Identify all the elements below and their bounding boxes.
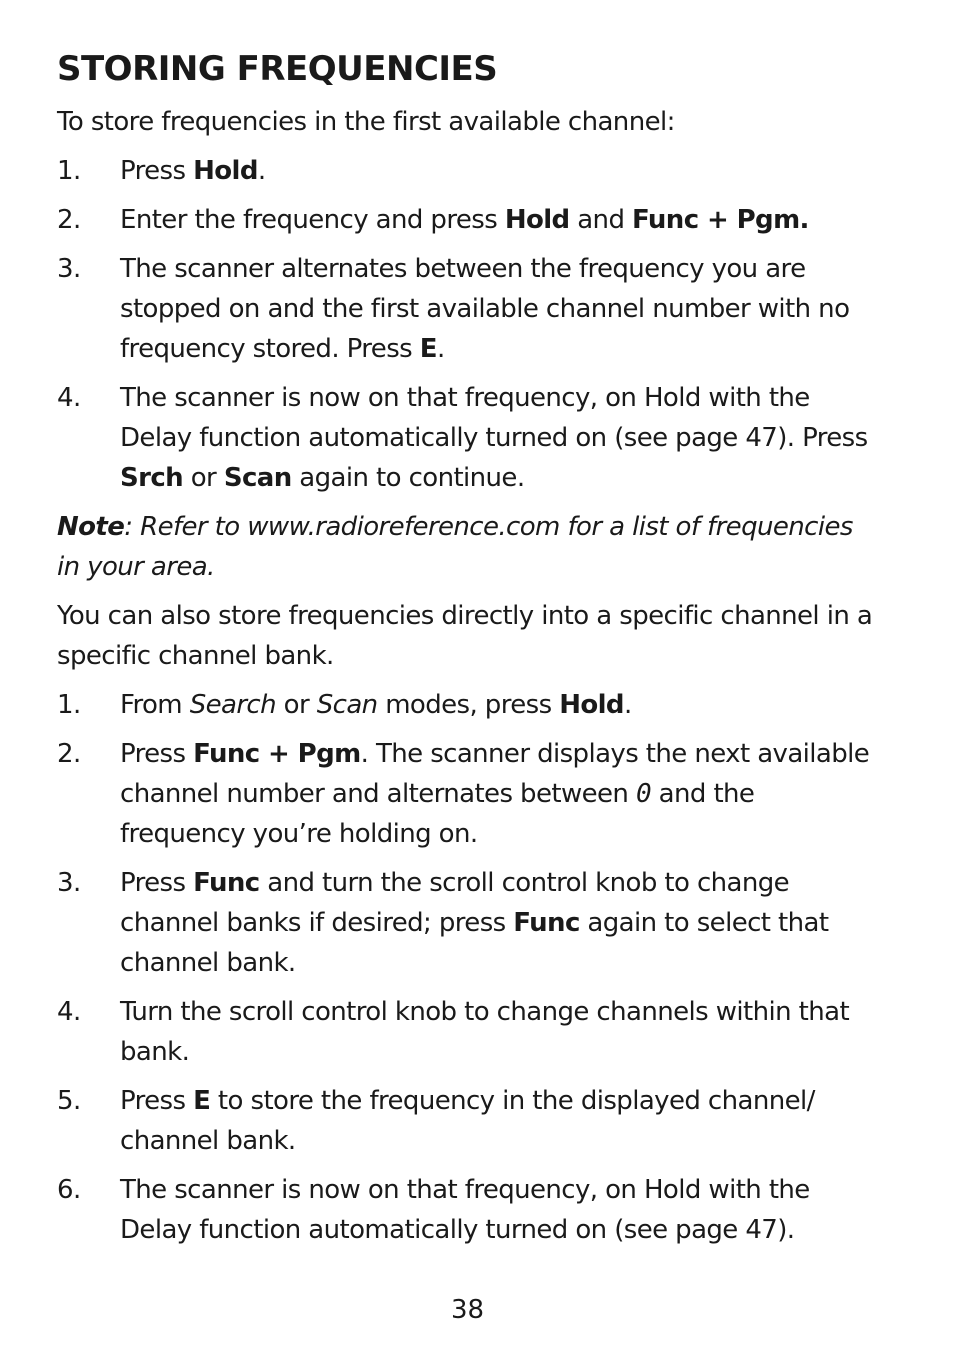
list-item: 4. The scanner is now on that frequency, on Hold with the Delay function automatically turned on (see page 47). Press Srch or Scan again to continue. (57, 378, 877, 498)
list-item: 6. The scanner is now on that frequency, on Hold with the Delay function automatically turned on (see page 47). (57, 1170, 877, 1250)
list-item: 4. Turn the scroll control knob to change channels within that bank. (57, 992, 877, 1072)
step-number: 3. (57, 254, 81, 284)
note-label: Note (57, 512, 125, 542)
step-number: 3. (57, 868, 81, 898)
list-item: 3. Press Func and turn the scroll control knob to change channel banks if desired; press Func again to select that channel bank. (57, 863, 877, 983)
step-number: 1. (57, 156, 81, 186)
step-number: 2. (57, 739, 81, 769)
page-number: 38 (450, 1295, 485, 1325)
list-item: 1. Press Hold. (57, 151, 877, 191)
list-item: 3. The scanner alternates between the frequency you are stopped on and the first available channel number with no frequency stored. Press E. (57, 249, 877, 369)
list-item: 1. From Search or Scan modes, press Hold. (57, 685, 877, 725)
specific-channel-steps (57, 685, 877, 1250)
section-title: STORING FREQUENCIES (57, 49, 498, 89)
lcd-digit: 0 (635, 779, 652, 809)
note (57, 507, 877, 587)
list-item: 2. Enter the frequency and press Hold and Func + Pgm. (57, 200, 877, 240)
step-number: 1. (57, 690, 81, 720)
list-item: 2. Press Func + Pgm. The scanner displays the next available channel number and alternates between 0 and the frequency you’re holding on. (57, 734, 877, 854)
step-number: 4. (57, 383, 81, 413)
page-content (57, 48, 877, 1250)
step-number: 2. (57, 205, 81, 235)
step-number: 4. (57, 997, 81, 1027)
note-text: : Refer to www.radioreference.com for a list of frequencies in your area. (57, 512, 853, 582)
list-item: 5. Press E to store the frequency in the displayed channel/ channel bank. (57, 1081, 877, 1161)
intro-text: To store frequencies in the first available channel: (57, 107, 675, 137)
first-channel-steps (57, 151, 877, 498)
step-number: 6. (57, 1175, 81, 1205)
step-number: 5. (57, 1086, 81, 1116)
specific-channel-intro: You can also store frequencies directly into a specific channel in a specific channel bank. (57, 601, 873, 671)
